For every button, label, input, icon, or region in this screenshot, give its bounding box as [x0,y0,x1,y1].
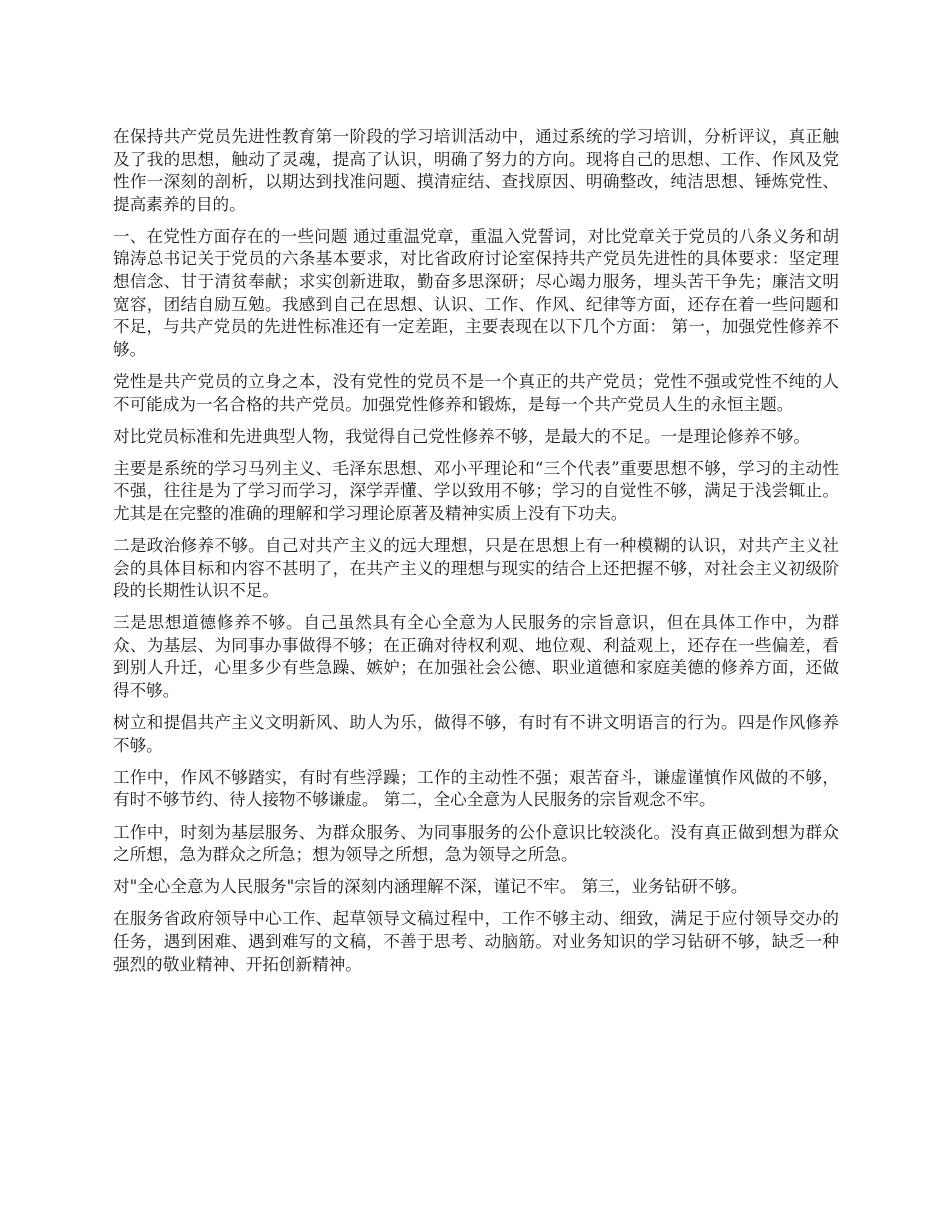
paragraph-service: 工作中，时刻为基层服务、为群众服务、为同事服务的公仆意识比较淡化。没有真正做到想为群众之所想，急为群众之所急；想为领导之所想，急为领导之所急。 [113,822,839,865]
paragraph-section-one: 一、在党性方面存在的一些问题 通过重温党章，重温入党誓词，对比党章关于党员的八条义务和胡锦涛总书记关于党员的六条基本要求，对比省政府讨论室保持共产党员先进性的具体要求：坚定理想信念、甘于清贫奉献；求实创新进取，勤奋多思深研；尽心竭力服务，埋头苦干争先；廉洁文明宽容，团结自励互勉。我感到自己在思想、认识、工作、作风、纪律等方面，还存在着一些问题和不足，与共产党员的先进性标准还有一定差距，主要表现在以下几个方面： 第一，加强党性修养不够。 [113,226,839,359]
paragraph-political: 二是政治修养不够。自己对共产主义的远大理想，只是在思想上有一种模糊的认识，对共产主义社会的具体目标和内容不甚明了，在共产主义的理想与现实的结合上还把握不够，对社会主义初级阶段的长期性认识不足。 [113,536,839,601]
document-body [113,126,839,986]
paragraph-civility: 树立和提倡共产主义文明新风、助人为乐，做得不够，有时有不讲文明语言的行为。四是作风修养不够。 [113,713,839,755]
paragraph-business: 在服务省政府领导中心工作、起草领导文稿过程中，工作不够主动、细致，满足于应付领导交办的任务，遇到困难、遇到难写的文稿，不善于思考、动脑筋。对业务知识的学习钻研不够，缺乏一种强烈的敬业精神、开拓创新精神。 [113,909,839,974]
paragraph-moral: 三是思想道德修养不够。自己虽然具有全心全意为人民服务的宗旨意识，但在具体工作中，为群众、为基层、为同事办事做得不够；在正确对待权利观、地位观、利益观上，还存在一些偏差，看到别人升迁，心里多少有些急躁、嫉妒；在加强社会公德、职业道德和家庭美德的修养方面，还做得不够。 [113,613,839,701]
paragraph-work-style: 工作中，作风不够踏实，有时有些浮躁；工作的主动性不强；艰苦奋斗，谦虚谨慎作风做的不够，有时不够节约、待人接物不够谦虚。 第二，全心全意为人民服务的宗旨观念不牢。 [113,767,839,810]
paragraph-theory: 主要是系统的学习马列主义、毛泽东思想、邓小平理论和“三个代表”重要思想不够，学习的主动性不强，往往是为了学习而学习，深学弄懂、学以致用不够；学习的自觉性不够，满足于浅尝辄止。尤其是在完整的准确的理解和学习理论原著及精神实质上没有下功夫。 [113,458,839,523]
paragraph-purpose: 对"全心全意为人民服务"宗旨的深刻内涵理解不深，谨记不牢。 第三，业务钻研不够。 [113,877,748,897]
paragraph-party-spirit: 党性是共产党员的立身之本，没有党性的党员不是一个真正的共产党员；党性不强或党性不纯的人不可能成为一名合格的共产党员。加强党性修养和锻炼，是每一个共产党员人生的永恒主题。 [113,371,839,414]
paragraph-intro: 在保持共产党员先进性教育第一阶段的学习培训活动中，通过系统的学习培训，分析评议，真正触及了我的思想，触动了灵魂，提高了认识，明确了努力的方向。现将自己的思想、工作、作风及党性作一深刻的剖析，以期达到找准问题、摸清症结、查找原因、明确整改，纯洁思想、锤炼党性、提高素养的目的。 [113,127,839,214]
paragraph-comparison: 对比党员标准和先进典型人物，我觉得自己党性修养不够，是最大的不足。一是理论修养不够。 [113,426,810,446]
